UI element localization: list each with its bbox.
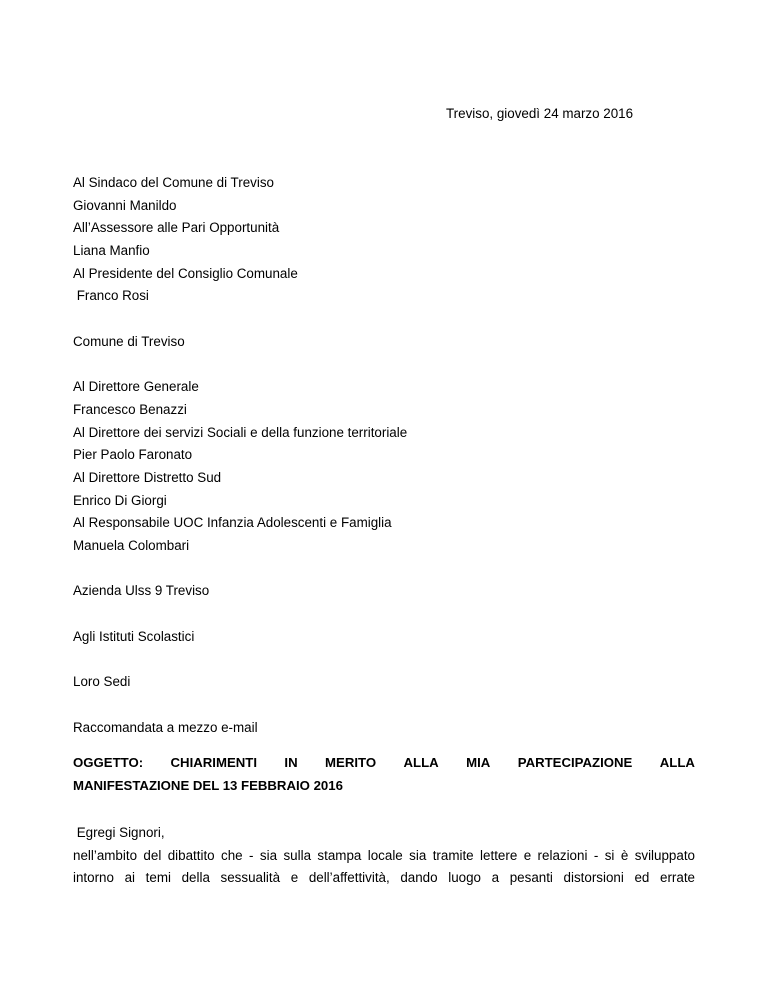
recipient-line: Al Direttore Distretto Sud <box>73 469 222 485</box>
recipients-block <box>73 172 703 739</box>
subject-word: IN <box>284 755 298 770</box>
body-line: intorno ai temi della sessualità e dell’affettività, dando luogo a pesanti distorsioni ed errate <box>73 870 695 886</box>
recipient-line: Al Direttore dei servizi Sociali e della funzione territoriale <box>73 424 408 440</box>
recipient-schools: Agli Istituti Scolastici <box>73 628 195 644</box>
subject-word: MERITO <box>325 755 377 770</box>
recipient-line: Al Sindaco del Comune di Treviso <box>73 175 274 190</box>
subject-block <box>73 752 695 797</box>
subject-line-2: MANIFESTAZIONE DEL 13 FEBBRAIO 2016 <box>73 777 343 793</box>
salutation: Egregi Signori, <box>73 825 165 840</box>
recipient-line: Al Direttore Generale <box>73 379 199 395</box>
subject-line-1 <box>73 752 695 775</box>
recipient-line: Liana Manfio <box>73 243 150 259</box>
subject-word: PARTECIPAZIONE <box>517 755 633 770</box>
recipient-line: Manuela Colombari <box>73 538 190 553</box>
subject-word: ALLA <box>659 755 695 770</box>
recipient-line: Al Responsabile UOC Infanzia Adolescenti e Famiglia <box>73 515 392 531</box>
recipient-line: Enrico Di Giorgi <box>73 492 167 508</box>
recipient-line: Francesco Benazzi <box>73 401 187 417</box>
date-line: Treviso, giovedì 24 marzo 2016 <box>446 106 634 121</box>
recipient-line: Pier Paolo Faronato <box>73 447 193 463</box>
recipient-organization: Comune di Treviso <box>73 333 185 349</box>
subject-word: MIA <box>466 755 491 770</box>
recipient-line: All’Assessore alle Pari Opportunità <box>73 220 280 236</box>
subject-word: CHIARIMENTI <box>170 755 257 770</box>
recipient-seats: Loro Sedi <box>73 674 131 690</box>
subject-word: ALLA <box>403 755 439 770</box>
recipient-line: Franco Rosi <box>73 288 149 304</box>
letter-body <box>73 822 695 890</box>
body-line: nell’ambito del dibattito che - sia sulla stampa locale sia tramite lettere e relazioni - si è sviluppato <box>73 847 695 863</box>
subject-word: OGGETTO: <box>73 755 144 770</box>
recipient-line: Giovanni Manildo <box>73 197 177 213</box>
recipient-organization: Azienda Ulss 9 Treviso <box>73 583 210 599</box>
delivery-method: Raccomandata a mezzo e-mail <box>73 719 258 735</box>
recipient-line: Al Presidente del Consiglio Comunale <box>73 265 298 281</box>
